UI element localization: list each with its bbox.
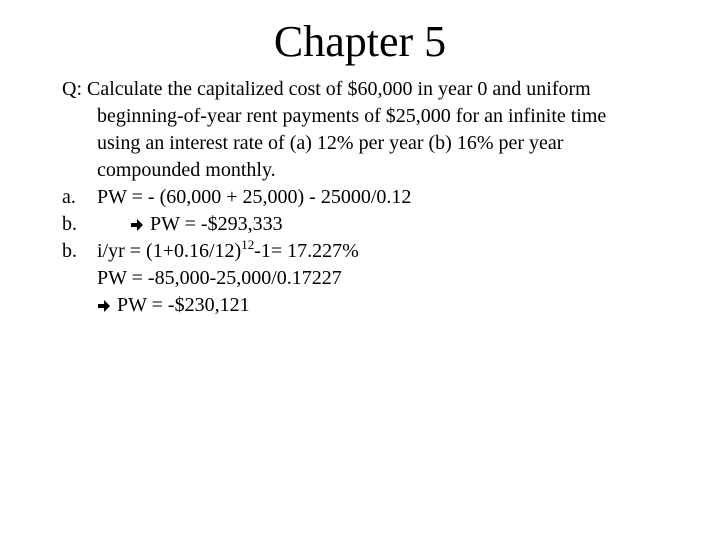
- question-line-2: beginning-of-year rent payments of $25,000 for an infinite time: [97, 105, 607, 127]
- right-arrow-icon: [97, 299, 111, 313]
- answer-a: [62, 184, 702, 211]
- answer-b-marker: b.: [62, 240, 77, 262]
- answer-b-exponent: 12: [241, 237, 255, 252]
- slide-content: [62, 76, 702, 319]
- answer-b-result-text: PW = -$230,121: [117, 294, 250, 316]
- answer-b-formula-start: i/yr = (1+0.16/12): [97, 240, 242, 262]
- answer-b-formula-end: -1= 17.227%: [254, 240, 359, 262]
- answer-b-line-3: [62, 292, 702, 319]
- answer-a-result-text: PW = -$293,333: [150, 213, 283, 235]
- right-arrow-icon: [130, 218, 144, 232]
- question-line-1: Q: Calculate the capitalized cost of $60,000 in year 0 and uniform: [62, 78, 591, 100]
- answer-b: [62, 238, 702, 265]
- answer-b-marker-first: b.: [62, 213, 77, 235]
- question-line-3: using an interest rate of (a) 12% per year (b) 16% per year: [97, 132, 564, 154]
- slide-title: Chapter 5: [273, 17, 447, 66]
- answer-a-result: [62, 211, 702, 238]
- answer-b-line-2: PW = -85,000-25,000/0.17227: [97, 267, 342, 289]
- answer-a-text: PW = - (60,000 + 25,000) - 25000/0.12: [97, 186, 412, 208]
- answer-a-marker: a.: [62, 186, 76, 208]
- question-line-4: compounded monthly.: [97, 159, 276, 181]
